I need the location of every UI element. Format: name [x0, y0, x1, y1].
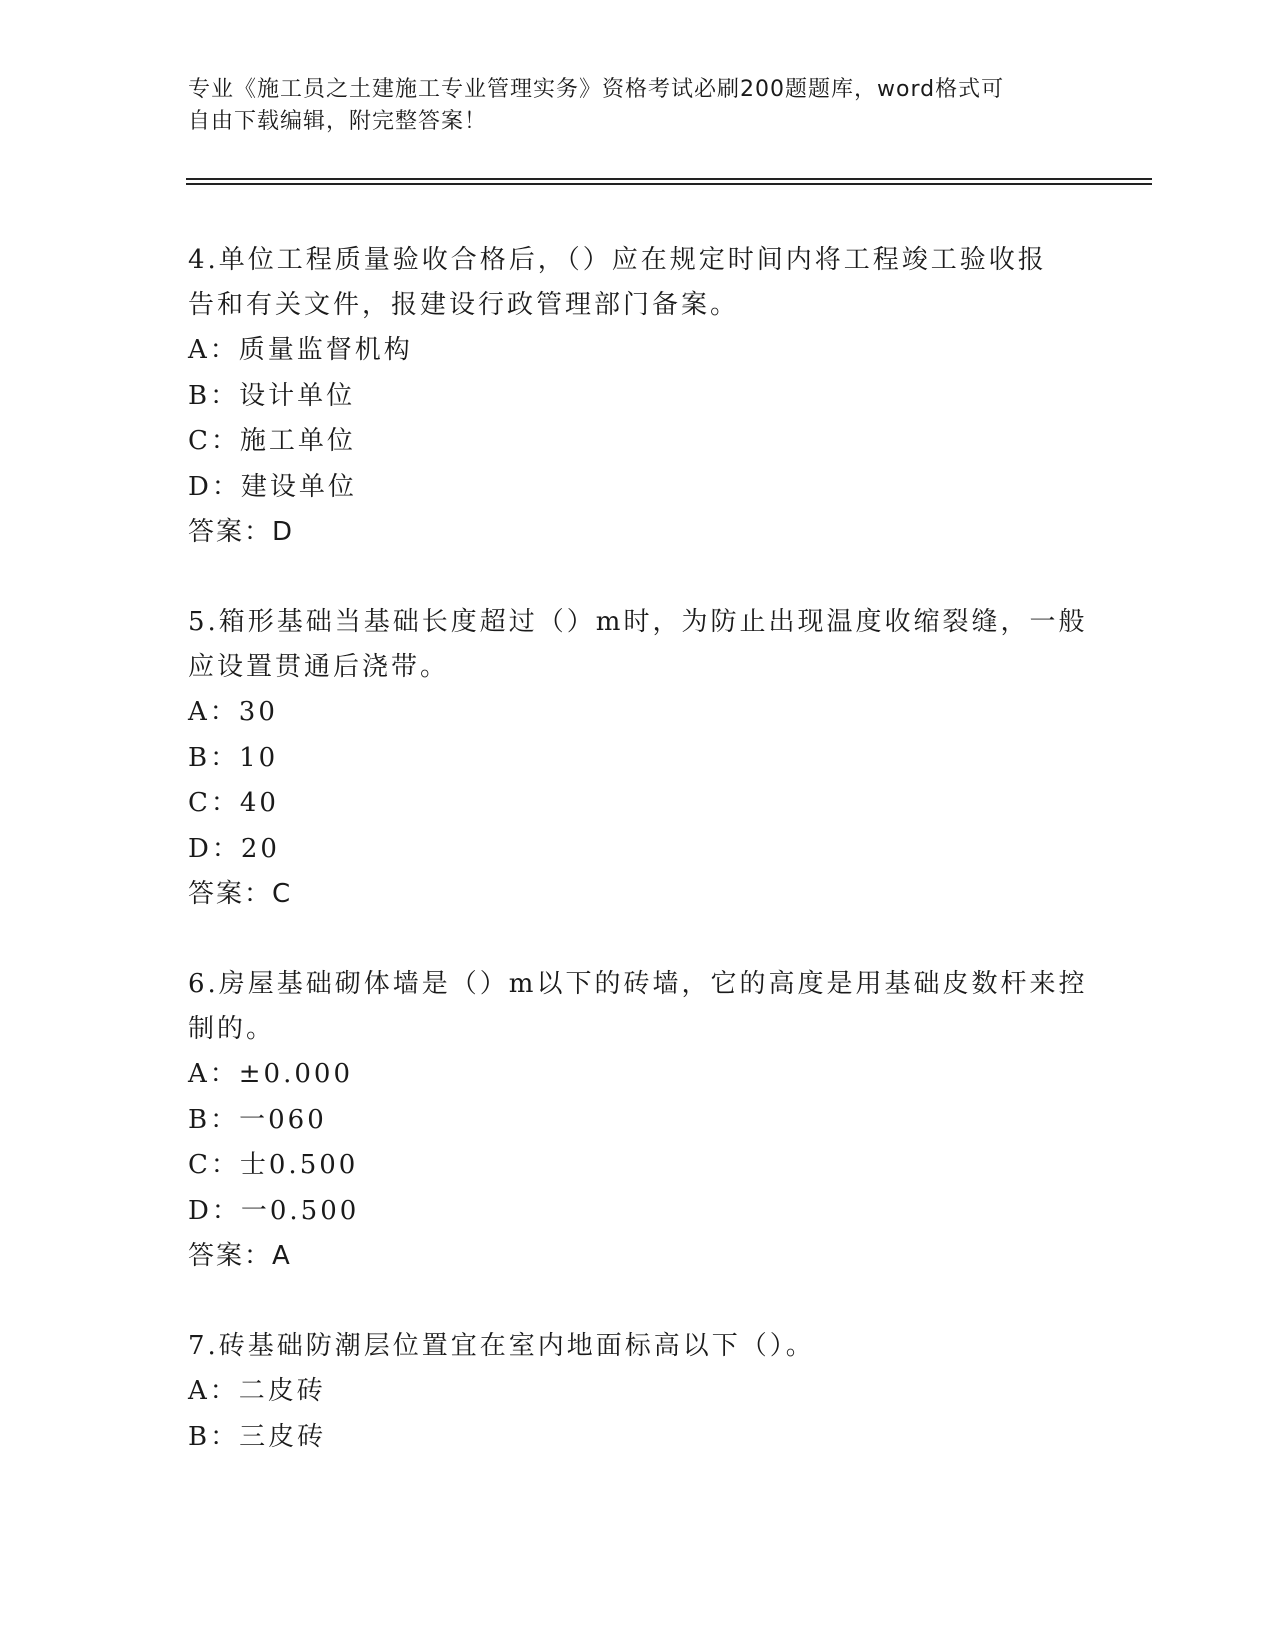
question-stem-line: 6.房屋基础砌体墙是（）m以下的砖墙，它的高度是用基础皮数杆来控: [188, 969, 1088, 999]
question-7: [188, 1324, 1088, 1460]
question-stem: [188, 962, 1088, 1052]
question-stem-line: 告和有关文件，报建设行政管理部门备案。: [188, 290, 740, 320]
option-c: C：士0.500: [188, 1150, 359, 1180]
answer: 答案：C: [188, 879, 293, 909]
question-stem: [188, 1324, 1088, 1369]
question-stem: [188, 238, 1088, 328]
option-d: D：建设单位: [188, 471, 357, 502]
header-rule-top: [186, 178, 1152, 180]
question-stem-line: 7.砖基础防潮层位置宜在室内地面标高以下（）。: [188, 1331, 815, 1361]
option-c: C：施工单位: [188, 426, 356, 456]
option-d: D：20: [188, 833, 280, 864]
header-line-2: 自由下载编辑，附完整答案！: [188, 109, 488, 134]
option-d: D：一0.500: [188, 1195, 360, 1226]
question-list: [188, 238, 1088, 1506]
option-a: A：±0.000: [188, 1059, 353, 1089]
option-b: B：一060: [188, 1104, 327, 1135]
question-6: [188, 962, 1088, 1278]
option-b: B：10: [188, 742, 279, 773]
answer: 答案：A: [188, 1241, 292, 1271]
question-stem-line: 制的。: [188, 1014, 276, 1044]
option-a: A：二皮砖: [188, 1376, 326, 1406]
question-stem: [188, 600, 1088, 690]
question-stem-line: 应设置贯通后浇带。: [188, 652, 450, 682]
option-b: B：三皮砖: [188, 1421, 327, 1452]
option-a: A：30: [188, 697, 278, 727]
question-4: [188, 238, 1088, 554]
document-header: [188, 74, 1088, 138]
header-rule-bottom: [186, 183, 1152, 185]
question-stem-line: 4.单位工程质量验收合格后，（）应在规定时间内将工程竣工验收报: [188, 245, 1047, 275]
option-c: C：40: [188, 788, 279, 818]
question-stem-line: 5.箱形基础当基础长度超过（）m时，为防止出现温度收缩裂缝，一般: [188, 607, 1088, 637]
answer: 答案：D: [188, 517, 295, 547]
question-5: [188, 600, 1088, 916]
option-a: A：质量监督机构: [188, 335, 413, 365]
option-b: B：设计单位: [188, 380, 356, 411]
header-line-1: 专业《施工员之土建施工专业管理实务》资格考试必刷200题题库，word格式可: [188, 77, 1005, 102]
